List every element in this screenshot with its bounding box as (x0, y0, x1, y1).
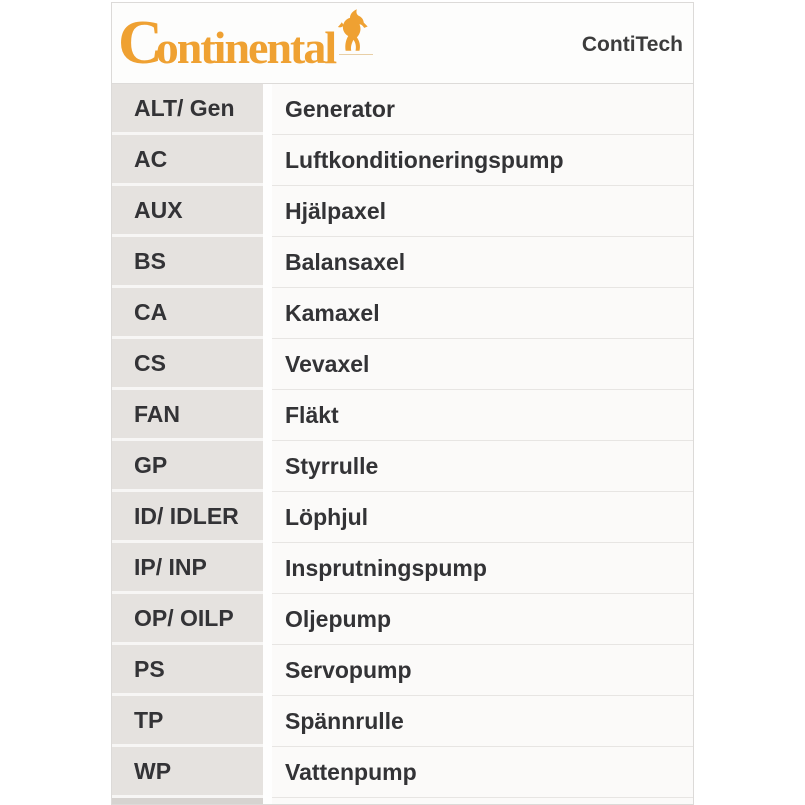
term-cell: Balansaxel (272, 237, 693, 288)
abbr-cell: CS (112, 339, 263, 390)
column-gap (263, 84, 272, 135)
table-row (112, 84, 693, 135)
term-cell: Servopump (272, 645, 693, 696)
column-gap (263, 135, 272, 186)
table-row (112, 135, 693, 186)
abbreviation-table (112, 84, 693, 804)
column-gap (263, 645, 272, 696)
abbr-cell (112, 798, 263, 804)
column-gap (263, 492, 272, 543)
column-gap (263, 390, 272, 441)
column-gap (263, 747, 272, 798)
column-gap (263, 594, 272, 645)
column-gap (263, 339, 272, 390)
term-cell: Generator (272, 84, 693, 135)
term-cell: Fläkt (272, 390, 693, 441)
term-cell (272, 798, 693, 804)
term-cell: Hjälpaxel (272, 186, 693, 237)
term-cell: Vevaxel (272, 339, 693, 390)
abbr-cell: WP (112, 747, 263, 798)
term-cell: Spännrulle (272, 696, 693, 747)
column-gap (263, 798, 272, 804)
abbr-cell: CA (112, 288, 263, 339)
logo-initial: C (118, 9, 161, 77)
contitech-logo: ContiTech (581, 33, 683, 56)
table-row (112, 441, 693, 492)
column-gap (263, 288, 272, 339)
abbr-cell: AUX (112, 186, 263, 237)
column-gap (263, 696, 272, 747)
table-row (112, 492, 693, 543)
table-row (112, 237, 693, 288)
abbr-cell: GP (112, 441, 263, 492)
term-cell: Vattenpump (272, 747, 693, 798)
table-row (112, 288, 693, 339)
column-gap (263, 237, 272, 288)
term-cell: Luftkonditioneringspump (272, 135, 693, 186)
abbr-cell: IP/ INP (112, 543, 263, 594)
abbr-cell: TP (112, 696, 263, 747)
abbr-cell: PS (112, 645, 263, 696)
table-row (112, 543, 693, 594)
table-row (112, 645, 693, 696)
table-row (112, 339, 693, 390)
rearing-horse-icon (337, 7, 375, 55)
term-cell: Oljepump (272, 594, 693, 645)
abbr-cell: ALT/ Gen (112, 84, 263, 135)
abbr-cell: OP/ OILP (112, 594, 263, 645)
clipped-next-row (112, 798, 693, 804)
term-cell: Styrrulle (272, 441, 693, 492)
table-row (112, 186, 693, 237)
abbr-cell: FAN (112, 390, 263, 441)
table-row (112, 696, 693, 747)
logo-wordmark: ontinental (155, 22, 336, 73)
column-gap (263, 186, 272, 237)
term-cell: Insprutningspump (272, 543, 693, 594)
content-card (111, 2, 694, 805)
term-cell: Kamaxel (272, 288, 693, 339)
column-gap (263, 543, 272, 594)
continental-logo (118, 9, 336, 77)
term-cell: Löphjul (272, 492, 693, 543)
abbr-cell: ID/ IDLER (112, 492, 263, 543)
brand-header (112, 3, 693, 84)
table-row (112, 747, 693, 798)
abbr-cell: BS (112, 237, 263, 288)
abbr-cell: AC (112, 135, 263, 186)
column-gap (263, 441, 272, 492)
table-row (112, 390, 693, 441)
logo-underline (339, 54, 373, 55)
table-row (112, 594, 693, 645)
